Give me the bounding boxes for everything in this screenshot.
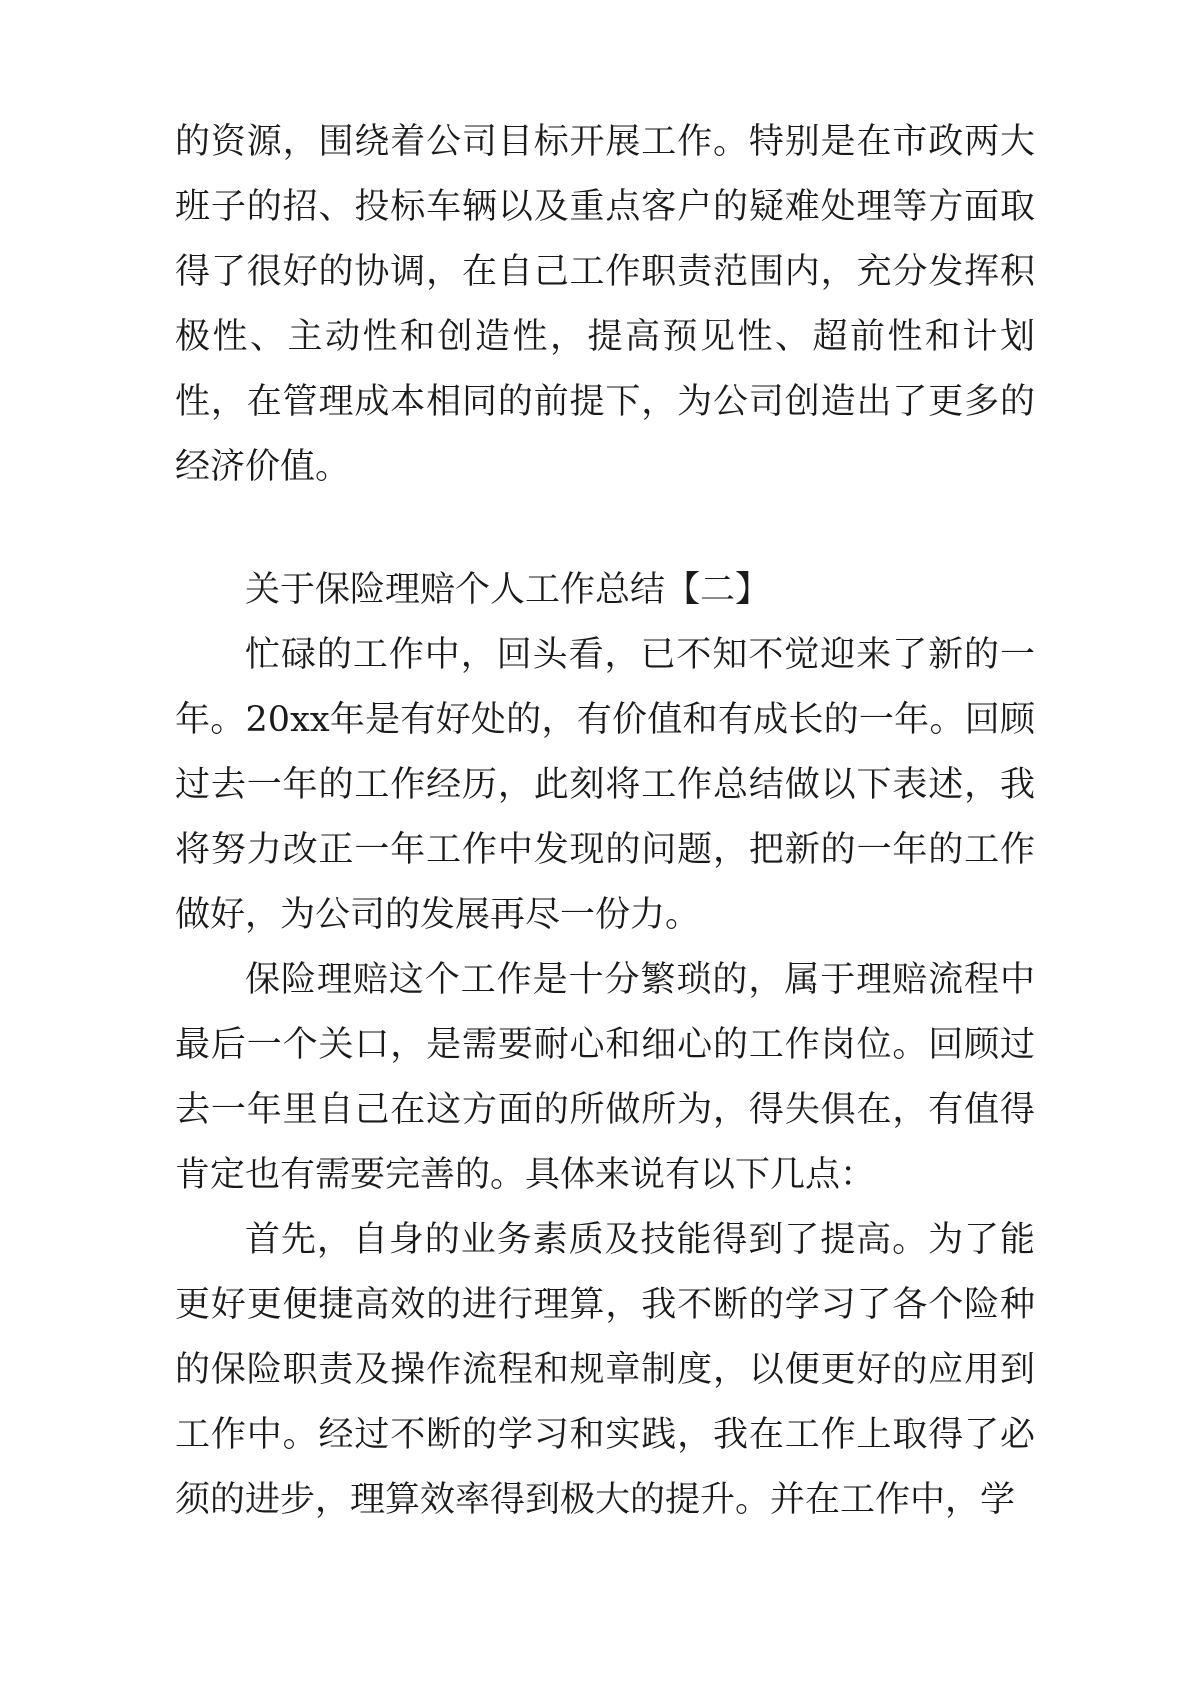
paragraph-1: 忙碌的工作中，回头看，已不知不觉迎来了新的一年。20xx年是有好处的，有价值和有成长的一年。回顾过去一年的工作经历，此刻将工作总结做以下表述，我将努力改正一年工作中发现的问题，把新的一年的工作做好，为公司的发展再尽一份力。 bbox=[175, 635, 1035, 935]
section-title: 关于保险理赔个人工作总结【二】 bbox=[245, 570, 771, 610]
continued-paragraph: 的资源，围绕着公司目标开展工作。特别是在市政两大班子的招、投标车辆以及重点客户的疑难处理等方面取得了很好的协调，在自己工作职责范围内，充分发挥积极性、主动性和创造性，提高预见性、超前性和计划性，在管理成本相同的前提下，为公司创造出了更多的经济价值。 bbox=[175, 122, 1035, 487]
paragraph-2: 保险理赔这个工作是十分繁琐的，属于理赔流程中最后一个关口，是需要耐心和细心的工作岗位。回顾过去一年里自己在这方面的所做所为，得失俱在，有值得肯定也有需要完善的。具体来说有以下几点： bbox=[175, 960, 1035, 1195]
document-page bbox=[175, 110, 1035, 1533]
paragraph-3: 首先，自身的业务素质及技能得到了提高。为了能更好更便捷高效的进行理算，我不断的学习了各个险种的保险职责及操作流程和规章制度，以便更好的应用到工作中。经过不断的学习和实践，我在工作上取得了必须的进步，理算效率得到极大的提升。并在工作中，学 bbox=[175, 1220, 1035, 1520]
